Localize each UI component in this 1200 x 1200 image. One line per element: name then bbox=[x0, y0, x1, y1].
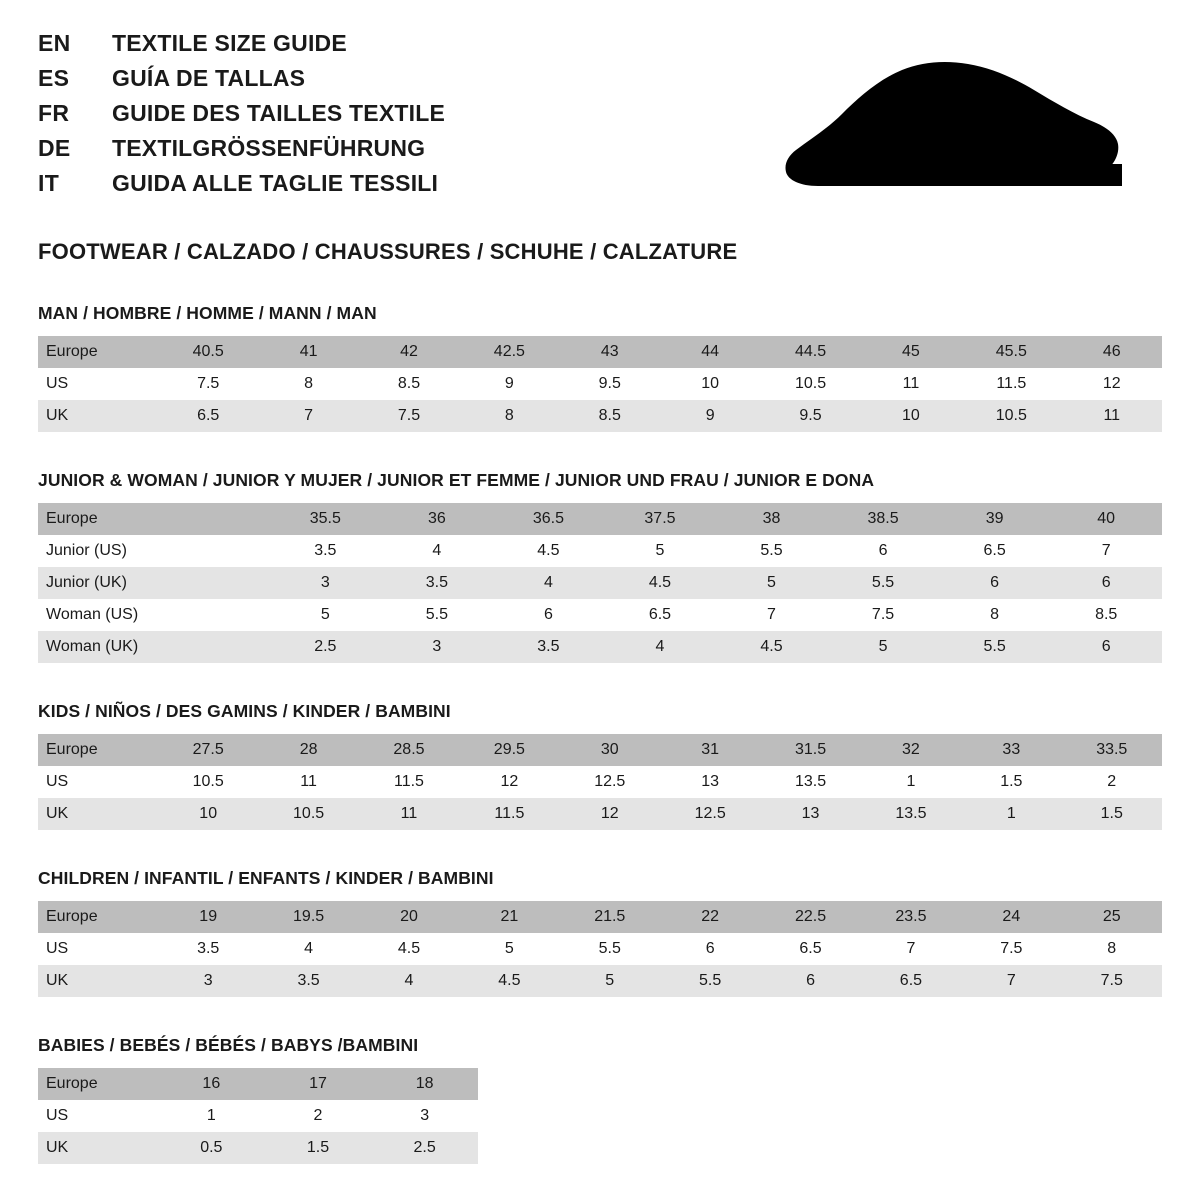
size-cell: 11 bbox=[861, 368, 961, 400]
size-cell: 12.5 bbox=[660, 798, 760, 830]
size-cell: 38 bbox=[716, 503, 828, 535]
size-cell: 40.5 bbox=[158, 336, 258, 368]
table-row bbox=[38, 599, 1162, 631]
language-row bbox=[38, 102, 445, 125]
row-label: US bbox=[38, 368, 158, 400]
size-cell: 20 bbox=[359, 901, 459, 933]
size-cell: 10.5 bbox=[158, 766, 258, 798]
size-cell: 10.5 bbox=[760, 368, 860, 400]
size-cell: 10 bbox=[861, 400, 961, 432]
table-row bbox=[38, 567, 1162, 599]
size-cell: 3 bbox=[371, 1100, 478, 1132]
size-cell: 3 bbox=[381, 631, 493, 663]
size-cell: 5.5 bbox=[939, 631, 1051, 663]
size-cell: 5 bbox=[716, 567, 828, 599]
size-cell: 10.5 bbox=[258, 798, 358, 830]
size-cell: 4 bbox=[381, 535, 493, 567]
size-cell: 33 bbox=[961, 734, 1061, 766]
size-cell: 46 bbox=[1062, 336, 1162, 368]
size-cell: 6 bbox=[660, 933, 760, 965]
size-cell: 8 bbox=[939, 599, 1051, 631]
size-cell: 7 bbox=[1050, 535, 1162, 567]
row-label: Europe bbox=[38, 503, 158, 535]
size-cell bbox=[158, 567, 270, 599]
size-cell: 5 bbox=[827, 631, 939, 663]
size-cell: 16 bbox=[158, 1068, 265, 1100]
size-cell bbox=[158, 599, 270, 631]
size-cell: 5.5 bbox=[660, 965, 760, 997]
size-cell: 9.5 bbox=[760, 400, 860, 432]
size-cell: 6 bbox=[760, 965, 860, 997]
table-row bbox=[38, 901, 1162, 933]
size-cell: 39 bbox=[939, 503, 1051, 535]
group-title: CHILDREN / INFANTIL / ENFANTS / KINDER / BAMBINI bbox=[38, 868, 494, 888]
size-cell: 36 bbox=[381, 503, 493, 535]
size-cell: 22 bbox=[660, 901, 760, 933]
size-cell: 4 bbox=[604, 631, 716, 663]
language-title-list bbox=[38, 32, 445, 207]
size-cell: 13.5 bbox=[760, 766, 860, 798]
size-cell: 40 bbox=[1050, 503, 1162, 535]
size-cell: 38.5 bbox=[827, 503, 939, 535]
group-kids bbox=[38, 701, 1162, 830]
row-label: Europe bbox=[38, 1068, 158, 1100]
row-label: Woman (US) bbox=[38, 599, 158, 631]
row-label: Junior (UK) bbox=[38, 567, 158, 599]
table-row bbox=[38, 400, 1162, 432]
size-cell: 21.5 bbox=[560, 901, 660, 933]
table-row bbox=[38, 734, 1162, 766]
size-cell: 1 bbox=[961, 798, 1061, 830]
size-cell: 6.5 bbox=[760, 933, 860, 965]
language-title: GUÍA DE TALLAS bbox=[112, 65, 306, 91]
size-cell: 5.5 bbox=[560, 933, 660, 965]
size-cell: 5 bbox=[560, 965, 660, 997]
size-cell: 7 bbox=[716, 599, 828, 631]
row-label: Europe bbox=[38, 336, 158, 368]
size-cell: 5 bbox=[270, 599, 382, 631]
size-cell: 31 bbox=[660, 734, 760, 766]
group-title: KIDS / NIÑOS / DES GAMINS / KINDER / BAMBINI bbox=[38, 701, 451, 721]
size-cell: 10 bbox=[660, 368, 760, 400]
size-cell: 7.5 bbox=[827, 599, 939, 631]
size-cell: 6 bbox=[493, 599, 605, 631]
table-row bbox=[38, 631, 1162, 663]
size-cell: 13 bbox=[760, 798, 860, 830]
size-cell: 4 bbox=[258, 933, 358, 965]
size-cell: 8.5 bbox=[560, 400, 660, 432]
row-label: UK bbox=[38, 400, 158, 432]
group-children bbox=[38, 868, 1162, 997]
group-title: JUNIOR & WOMAN / JUNIOR Y MUJER / JUNIOR ET FEMME / JUNIOR UND FRAU / JUNIOR E DONA bbox=[38, 470, 875, 490]
size-cell: 32 bbox=[861, 734, 961, 766]
size-cell: 17 bbox=[265, 1068, 372, 1100]
size-cell: 0.5 bbox=[158, 1132, 265, 1164]
language-code: FR bbox=[38, 100, 70, 126]
table-row bbox=[38, 503, 1162, 535]
table-row bbox=[38, 965, 1162, 997]
size-cell bbox=[158, 535, 270, 567]
language-row bbox=[38, 172, 445, 195]
size-cell: 6 bbox=[1050, 567, 1162, 599]
group-title: BABIES / BEBÉS / BÉBÉS / BABYS /BAMBINI bbox=[38, 1035, 419, 1055]
size-cell: 4 bbox=[359, 965, 459, 997]
size-cell: 37.5 bbox=[604, 503, 716, 535]
language-title: TEXTILE SIZE GUIDE bbox=[112, 30, 347, 56]
row-label: US bbox=[38, 1100, 158, 1132]
size-cell: 3.5 bbox=[381, 567, 493, 599]
size-cell: 22.5 bbox=[760, 901, 860, 933]
size-cell: 6 bbox=[1050, 631, 1162, 663]
size-cell: 7.5 bbox=[158, 368, 258, 400]
size-cell: 6.5 bbox=[604, 599, 716, 631]
size-cell: 7.5 bbox=[961, 933, 1061, 965]
group-man bbox=[38, 303, 1162, 432]
size-cell: 6.5 bbox=[158, 400, 258, 432]
size-cell: 45.5 bbox=[961, 336, 1061, 368]
size-cell: 3 bbox=[158, 965, 258, 997]
group-junior-woman bbox=[38, 470, 1162, 663]
size-cell: 2.5 bbox=[270, 631, 382, 663]
size-cell: 4.5 bbox=[493, 535, 605, 567]
size-cell: 12 bbox=[459, 766, 559, 798]
row-label: UK bbox=[38, 798, 158, 830]
size-cell: 28 bbox=[258, 734, 358, 766]
size-cell: 24 bbox=[961, 901, 1061, 933]
size-cell: 4.5 bbox=[604, 567, 716, 599]
size-cell: 8.5 bbox=[359, 368, 459, 400]
size-cell: 5.5 bbox=[381, 599, 493, 631]
size-cell: 8 bbox=[258, 368, 358, 400]
size-cell: 2 bbox=[1062, 766, 1162, 798]
table-row bbox=[38, 535, 1162, 567]
size-cell: 10 bbox=[158, 798, 258, 830]
table-row bbox=[38, 798, 1162, 830]
size-cell bbox=[158, 631, 270, 663]
size-cell: 42.5 bbox=[459, 336, 559, 368]
size-cell: 5.5 bbox=[716, 535, 828, 567]
size-cell: 6.5 bbox=[861, 965, 961, 997]
size-cell: 1.5 bbox=[961, 766, 1061, 798]
table-row bbox=[38, 368, 1162, 400]
size-cell: 5.5 bbox=[827, 567, 939, 599]
group-babies bbox=[38, 1035, 1162, 1164]
size-cell: 9 bbox=[459, 368, 559, 400]
size-cell: 23.5 bbox=[861, 901, 961, 933]
size-cell: 1 bbox=[158, 1100, 265, 1132]
size-cell: 3.5 bbox=[158, 933, 258, 965]
size-cell: 3.5 bbox=[493, 631, 605, 663]
row-label: Europe bbox=[38, 734, 158, 766]
size-cell: 3.5 bbox=[258, 965, 358, 997]
size-cell: 4.5 bbox=[359, 933, 459, 965]
size-cell: 31.5 bbox=[760, 734, 860, 766]
size-cell: 11.5 bbox=[459, 798, 559, 830]
size-cell: 3.5 bbox=[270, 535, 382, 567]
table-row bbox=[38, 1068, 478, 1100]
row-label: UK bbox=[38, 965, 158, 997]
size-cell: 13.5 bbox=[861, 798, 961, 830]
size-cell: 8 bbox=[1062, 933, 1162, 965]
language-row bbox=[38, 32, 445, 55]
size-cell: 29.5 bbox=[459, 734, 559, 766]
size-cell: 43 bbox=[560, 336, 660, 368]
size-cell: 1.5 bbox=[1062, 798, 1162, 830]
size-cell: 21 bbox=[459, 901, 559, 933]
size-cell: 7.5 bbox=[1062, 965, 1162, 997]
language-row bbox=[38, 137, 445, 160]
size-cell: 2.5 bbox=[371, 1132, 478, 1164]
size-cell: 44.5 bbox=[760, 336, 860, 368]
size-cell: 6.5 bbox=[939, 535, 1051, 567]
size-cell: 1 bbox=[861, 766, 961, 798]
size-cell bbox=[158, 503, 270, 535]
language-title: TEXTILGRÖSSENFÜHRUNG bbox=[112, 135, 426, 161]
table-row bbox=[38, 336, 1162, 368]
size-cell: 11 bbox=[359, 798, 459, 830]
table-row bbox=[38, 766, 1162, 798]
size-cell: 5 bbox=[459, 933, 559, 965]
size-cell: 4 bbox=[493, 567, 605, 599]
size-cell: 9 bbox=[660, 400, 760, 432]
row-label: US bbox=[38, 933, 158, 965]
row-label: Europe bbox=[38, 901, 158, 933]
language-code: ES bbox=[38, 65, 70, 91]
row-label: US bbox=[38, 766, 158, 798]
size-cell: 6 bbox=[939, 567, 1051, 599]
size-cell: 6 bbox=[827, 535, 939, 567]
table-row bbox=[38, 933, 1162, 965]
size-cell: 13 bbox=[660, 766, 760, 798]
category-title: FOOTWEAR / CALZADO / CHAUSSURES / SCHUHE / CALZATURE bbox=[38, 239, 738, 264]
table-row bbox=[38, 1132, 478, 1164]
size-cell: 5 bbox=[604, 535, 716, 567]
size-table-man bbox=[38, 336, 1162, 432]
size-cell: 30 bbox=[560, 734, 660, 766]
size-cell: 12 bbox=[1062, 368, 1162, 400]
size-cell: 10.5 bbox=[961, 400, 1061, 432]
size-table-babies bbox=[38, 1068, 478, 1164]
size-cell: 35.5 bbox=[270, 503, 382, 535]
size-cell: 7 bbox=[961, 965, 1061, 997]
size-cell: 11 bbox=[258, 766, 358, 798]
size-cell: 19.5 bbox=[258, 901, 358, 933]
size-cell: 4.5 bbox=[459, 965, 559, 997]
row-label: Junior (US) bbox=[38, 535, 158, 567]
size-cell: 7 bbox=[861, 933, 961, 965]
size-cell: 9.5 bbox=[560, 368, 660, 400]
language-code: DE bbox=[38, 135, 71, 161]
size-cell: 12 bbox=[560, 798, 660, 830]
language-code: EN bbox=[38, 30, 71, 56]
size-cell: 8.5 bbox=[1050, 599, 1162, 631]
size-cell: 28.5 bbox=[359, 734, 459, 766]
size-table-kids bbox=[38, 734, 1162, 830]
row-label: Woman (UK) bbox=[38, 631, 158, 663]
size-cell: 7 bbox=[258, 400, 358, 432]
language-row bbox=[38, 67, 445, 90]
size-cell: 19 bbox=[158, 901, 258, 933]
size-cell: 2 bbox=[265, 1100, 372, 1132]
size-cell: 18 bbox=[371, 1068, 478, 1100]
size-cell: 27.5 bbox=[158, 734, 258, 766]
size-table-junior-woman bbox=[38, 503, 1162, 663]
group-title: MAN / HOMBRE / HOMME / MANN / MAN bbox=[38, 303, 377, 323]
language-title: GUIDA ALLE TAGLIE TESSILI bbox=[112, 170, 439, 196]
size-cell: 44 bbox=[660, 336, 760, 368]
size-cell: 42 bbox=[359, 336, 459, 368]
size-cell: 45 bbox=[861, 336, 961, 368]
document-header bbox=[38, 32, 1162, 207]
language-title: GUIDE DES TAILLES TEXTILE bbox=[112, 100, 445, 126]
size-cell: 4.5 bbox=[716, 631, 828, 663]
shoe-illustration bbox=[772, 60, 1132, 190]
size-table-children bbox=[38, 901, 1162, 997]
size-cell: 1.5 bbox=[265, 1132, 372, 1164]
size-cell: 33.5 bbox=[1062, 734, 1162, 766]
size-cell: 11.5 bbox=[961, 368, 1061, 400]
size-cell: 36.5 bbox=[493, 503, 605, 535]
size-cell: 3 bbox=[270, 567, 382, 599]
language-code: IT bbox=[38, 170, 60, 196]
size-cell: 25 bbox=[1062, 901, 1162, 933]
table-row bbox=[38, 1100, 478, 1132]
size-cell: 8 bbox=[459, 400, 559, 432]
row-label: UK bbox=[38, 1132, 158, 1164]
size-cell: 11 bbox=[1062, 400, 1162, 432]
size-cell: 7.5 bbox=[359, 400, 459, 432]
size-cell: 12.5 bbox=[560, 766, 660, 798]
size-cell: 11.5 bbox=[359, 766, 459, 798]
size-cell: 41 bbox=[258, 336, 358, 368]
